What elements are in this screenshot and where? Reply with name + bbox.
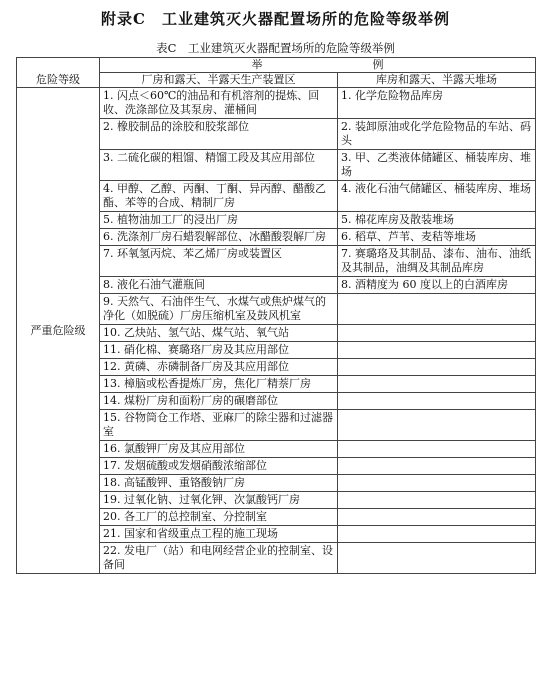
storage-cell [338, 359, 536, 376]
header-storage: 库房和露天、半露天堆场 [338, 73, 536, 88]
factory-cell: 18. 高锰酸钾、重铬酸钠厂房 [100, 475, 338, 492]
factory-cell: 16. 氯酸钾厂房及其应用部位 [100, 441, 338, 458]
storage-cell: 6. 稻草、芦苇、麦秸等堆场 [338, 229, 536, 246]
storage-cell: 4. 液化石油气储罐区、桶装库房、堆场 [338, 181, 536, 212]
factory-cell: 11. 硝化棉、赛璐珞厂房及其应用部位 [100, 342, 338, 359]
factory-cell: 5. 植物油加工厂的浸出厂房 [100, 212, 338, 229]
factory-cell: 4. 甲醇、乙醇、丙酮、丁酮、异丙醇、醋酸乙酯、苯等的合成、精制厂房 [100, 181, 338, 212]
factory-cell: 10. 乙炔站、氢气站、煤气站、氧气站 [100, 325, 338, 342]
factory-cell: 9. 天然气、石油伴生气、水煤气或焦炉煤气的净化（如脱硫）厂房压缩机室及鼓风机室 [100, 294, 338, 325]
storage-cell [338, 325, 536, 342]
storage-cell [338, 294, 536, 325]
storage-cell [338, 342, 536, 359]
table-caption: 表C 工业建筑灭火器配置场所的危险等级举例 [156, 41, 395, 55]
hazard-table [16, 57, 536, 574]
factory-cell: 22. 发电厂（站）和电网经营企业的控制室、设备间 [100, 543, 338, 574]
factory-cell: 8. 液化石油气灌瓶间 [100, 277, 338, 294]
storage-cell [338, 410, 536, 441]
factory-cell: 3. 二硫化碳的粗馏、精馏工段及其应用部位 [100, 150, 338, 181]
storage-cell [338, 376, 536, 393]
storage-cell: 8. 酒精度为 60 度以上的白酒库房 [338, 277, 536, 294]
factory-cell: 6. 洗涤剂厂房石蜡裂解部位、冰醋酸裂解厂房 [100, 229, 338, 246]
header-factory: 厂房和露天、半露天生产装置区 [100, 73, 338, 88]
factory-cell: 19. 过氧化钠、过氧化钾、次氯酸钙厂房 [100, 492, 338, 509]
header-examples: 举 例 [100, 58, 536, 73]
table-row [17, 88, 536, 119]
storage-cell: 7. 赛璐珞及其制品、漆布、油布、油纸及其制品，油绸及其制品库房 [338, 246, 536, 277]
factory-cell: 21. 国家和省级重点工程的施工现场 [100, 526, 338, 543]
factory-cell: 14. 煤粉厂房和面粉厂房的碾磨部位 [100, 393, 338, 410]
storage-cell [338, 441, 536, 458]
storage-cell [338, 526, 536, 543]
appendix-title: 附录C 工业建筑灭火器配置场所的危险等级举例 [101, 10, 450, 28]
storage-cell [338, 509, 536, 526]
header-level: 危险等级 [17, 58, 100, 88]
table-body [17, 88, 536, 574]
storage-cell [338, 492, 536, 509]
factory-cell: 1. 闪点＜60℃的油品和有机溶剂的提炼、回收、洗涤部位及其泵房、灌桶间 [100, 88, 338, 119]
factory-cell: 20. 各工厂的总控制室、分控制室 [100, 509, 338, 526]
factory-cell: 2. 橡胶制品的涂胶和胶浆部位 [100, 119, 338, 150]
factory-cell: 13. 樟脑或松香提炼厂房，焦化厂精萘厂房 [100, 376, 338, 393]
storage-cell: 2. 装卸原油或化学危险物品的车站、码头 [338, 119, 536, 150]
factory-cell: 17. 发烟硫酸或发烟硝酸浓缩部位 [100, 458, 338, 475]
storage-cell: 3. 甲、乙类液体储罐区、桶装库房、堆场 [338, 150, 536, 181]
factory-cell: 15. 谷物筒仓工作塔、亚麻厂的除尘器和过滤器室 [100, 410, 338, 441]
storage-cell [338, 475, 536, 492]
storage-cell [338, 458, 536, 475]
header-row-top [17, 58, 536, 73]
storage-cell [338, 543, 536, 574]
factory-cell: 7. 环氧氢丙烷、苯乙烯厂房或装置区 [100, 246, 338, 277]
storage-cell: 1. 化学危险物品库房 [338, 88, 536, 119]
storage-cell: 5. 棉花库房及散装堆场 [338, 212, 536, 229]
factory-cell: 12. 黄磷、赤磷制备厂房及其应用部位 [100, 359, 338, 376]
storage-cell [338, 393, 536, 410]
level-cell: 严重危险级 [17, 88, 100, 574]
